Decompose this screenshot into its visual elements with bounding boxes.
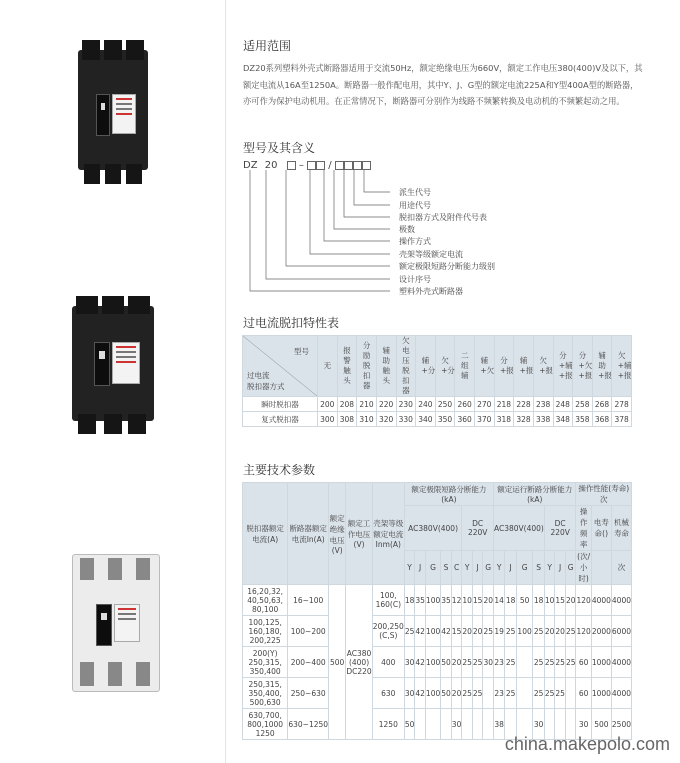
tech-val-cell: 50 — [404, 709, 415, 740]
model-label-4: 操作方式 — [399, 237, 431, 246]
tech-h-ins: 额定绝缘电压(V) — [329, 483, 346, 585]
trip-cell: 210 — [357, 397, 377, 412]
trip-header-9 — [494, 336, 514, 397]
trip-header-5 — [416, 336, 436, 397]
tech-h-frame: 断路器额定电流In(A) — [288, 483, 329, 585]
tech-val-cell: 18 — [404, 585, 415, 616]
tech-val-cell — [516, 647, 533, 678]
tech-val-cell: 42 — [415, 616, 426, 647]
tech-grade-2: G — [425, 551, 440, 585]
tech-mech-cell: 4000 — [611, 678, 631, 709]
tech-h-work: 额定工作电压(V) — [346, 483, 372, 585]
trip-header-text-13: 分+欠+报 — [578, 351, 593, 380]
tech-val-cell: 25 — [555, 678, 566, 709]
tech-freq-cell: 30 — [576, 709, 591, 740]
tech-mech-cell: 4000 — [611, 647, 631, 678]
trip-header-text-6: 欠+分 — [441, 356, 455, 375]
tech-grade-14: G — [565, 551, 576, 585]
tech-grade-9: J — [505, 551, 516, 585]
model-label-7: 设计序号 — [399, 275, 431, 284]
tech-mech-cell: 2500 — [611, 709, 631, 740]
tech-val-cell: 25 — [565, 647, 576, 678]
trip-row — [243, 397, 632, 412]
trip-header-2 — [357, 336, 377, 397]
model-num: 20 — [264, 160, 278, 171]
tech-h-limit: 额定极限短路分断能力(kA) — [404, 483, 493, 506]
tech-val-cell: 100 — [516, 616, 533, 647]
tech-val-cell: 50 — [516, 585, 533, 616]
trip-cell: 348 — [553, 412, 573, 427]
model-label-2: 脱扣器方式及附件代号表 — [399, 213, 487, 222]
tech-perf-sub-2: 次 — [611, 551, 631, 585]
tech-val-cell: 42 — [415, 678, 426, 709]
trip-cell: 268 — [592, 397, 612, 412]
tech-val-cell: 100 — [425, 616, 440, 647]
model-leader-lines — [240, 170, 400, 300]
tech-val-cell: 25 — [505, 616, 516, 647]
trip-cell: 318 — [494, 412, 514, 427]
tech-perf-sub-0: (次/小时) — [577, 552, 591, 583]
trip-cell: 228 — [514, 397, 534, 412]
tech-grade-7: G — [483, 551, 494, 585]
tech-val-cell: 50 — [441, 647, 452, 678]
model-label-8: 塑料外壳式断路器 — [399, 287, 463, 296]
tech-val-cell: 25 — [505, 678, 516, 709]
trip-header-10 — [514, 336, 534, 397]
tech-mech-cell: 4000 — [611, 585, 631, 616]
tech-val-cell: 38 — [493, 709, 504, 740]
trip-header-8 — [475, 336, 495, 397]
tech-freq-cell: 120 — [576, 616, 591, 647]
tech-val-cell: 25 — [472, 678, 483, 709]
trip-row-name: 复式脱扣器 — [243, 412, 318, 427]
tech-val-cell: 20 — [472, 616, 483, 647]
tech-trip-cell: 200(Y) 250,315, 350,400 — [243, 647, 288, 678]
tech-freq-cell: 120 — [576, 585, 591, 616]
watermark: china.makepolo.com — [504, 734, 670, 754]
tech-shell-cell: 1250 — [372, 709, 404, 740]
tech-grade-12: Y — [544, 551, 555, 585]
model-label-5: 壳架等级额定电流 — [399, 250, 463, 259]
trip-cell: 308 — [337, 412, 357, 427]
tech-h-freq: 操作频率 — [576, 506, 591, 551]
trip-header-13 — [573, 336, 593, 397]
breaker-photo-2 — [66, 296, 160, 436]
tech-val-cell: 23 — [493, 647, 504, 678]
tech-elec-cell: 2000 — [591, 616, 611, 647]
model-code: DZ 20 – / — [243, 160, 371, 171]
model-label-0: 派生代号 — [399, 188, 431, 197]
tech-val-cell: 18 — [533, 585, 544, 616]
tech-val-cell: 25 — [555, 647, 566, 678]
tech-trip-cell: 630,700, 800,1000 1250 — [243, 709, 288, 740]
trip-cell: 300 — [318, 412, 338, 427]
tech-row — [243, 585, 632, 616]
tech-val-cell: 30 — [404, 647, 415, 678]
trip-row — [243, 412, 632, 427]
tech-trip-cell: 100,125, 160,180, 200,225 — [243, 616, 288, 647]
tech-freq-cell: 60 — [576, 647, 591, 678]
trip-header-15 — [612, 336, 632, 397]
tech-frame-cell: 16~100 — [288, 585, 329, 616]
tech-work-value-cell: AC380 (400) DC220 — [346, 585, 372, 740]
tech-row — [243, 647, 632, 678]
breaker-photo-3 — [68, 548, 162, 696]
scope-paragraph: DZ20系列塑料外壳式断路器适用于交流50Hz，额定绝缘电压为660V，额定工作电压380(400)V及以下，其额定电流从16A至1250A。断路器一般作配电用，其中Y、J、G型的额定电流225A和Y型400A型的断路器，亦可作为保护电动机用。在正常情况下，断路器可分别作为线路不频繁转换及电动机的不频繁起动之用。 — [243, 63, 643, 106]
trip-cell: 340 — [416, 412, 436, 427]
tech-val-cell: 10 — [544, 585, 555, 616]
tech-val-cell: 14 — [493, 585, 504, 616]
trip-header-text-12: 分+辅+报 — [558, 351, 573, 380]
trip-cell: 240 — [416, 397, 436, 412]
trip-corner-bottom: 过电流 脱扣器方式 — [247, 371, 285, 391]
tech-shell-cell: 200,250 (C,S) — [372, 616, 404, 647]
tech-h-perf: 操作性能(寿命)次 — [576, 483, 632, 506]
trip-cell: 250 — [435, 397, 455, 412]
trip-header-text-8: 辅+欠 — [480, 356, 495, 375]
tech-val-cell: 50 — [441, 678, 452, 709]
tech-grade-5: Y — [462, 551, 473, 585]
trip-header-text-14: 辅助+报 — [598, 351, 612, 380]
tech-table — [242, 482, 632, 740]
trip-cell: 358 — [573, 412, 593, 427]
trip-header-text-11: 欠+报 — [539, 356, 553, 375]
tech-val-cell: 35 — [441, 585, 452, 616]
tech-frame-cell: 200~400 — [288, 647, 329, 678]
trip-header-text-3: 辅助触头 — [382, 346, 390, 385]
tech-val-cell — [415, 709, 426, 740]
tech-grade-13: J — [555, 551, 566, 585]
tech-val-cell — [565, 678, 576, 709]
trip-cell: 310 — [357, 412, 377, 427]
tech-val-cell: 30 — [451, 709, 462, 740]
trip-header-text-7: 二组辅 — [460, 351, 469, 380]
trip-cell: 248 — [553, 397, 573, 412]
tech-val-cell — [441, 709, 452, 740]
tech-val-cell: 25 — [533, 678, 544, 709]
tech-val-cell: 10 — [462, 585, 473, 616]
tech-frame-cell: 250~630 — [288, 678, 329, 709]
tech-val-cell — [425, 709, 440, 740]
trip-cell: 270 — [475, 397, 495, 412]
tech-val-cell: 100 — [425, 585, 440, 616]
tech-val-cell: 20 — [555, 616, 566, 647]
trip-header-text-1: 报警触头 — [343, 346, 351, 385]
breaker-photo-1 — [72, 36, 154, 186]
tech-val-cell: 23 — [493, 678, 504, 709]
tech-h-run: 额定运行断路分断能力(kA) — [493, 483, 576, 506]
trip-header-11 — [533, 336, 553, 397]
tech-elec-cell: 4000 — [591, 585, 611, 616]
tech-val-cell: 20 — [565, 585, 576, 616]
tech-perf-sub-1 — [591, 551, 611, 585]
tech-val-cell — [483, 678, 494, 709]
trip-header-14 — [592, 336, 612, 397]
trip-header-text-9: 分+报 — [499, 356, 514, 375]
tech-val-cell: 15 — [472, 585, 483, 616]
trip-cell: 230 — [396, 397, 416, 412]
tech-val-cell: 20 — [483, 585, 494, 616]
tech-val-cell: 25 — [404, 616, 415, 647]
trip-cell: 360 — [455, 412, 475, 427]
tech-val-cell: 25 — [533, 647, 544, 678]
tech-val-cell: 25 — [505, 647, 516, 678]
trip-cell: 218 — [494, 397, 514, 412]
trip-header-text-0: 无 — [323, 361, 332, 370]
trip-cell: 220 — [376, 397, 396, 412]
tech-val-cell: 20 — [544, 616, 555, 647]
tech-shell-cell: 400 — [372, 647, 404, 678]
model-label-1: 用途代号 — [399, 201, 431, 210]
tech-mech-cell: 6000 — [611, 616, 631, 647]
tech-val-cell: 12 — [451, 585, 462, 616]
tech-h-trip: 脱扣器额定电流(A) — [243, 483, 288, 585]
trip-cell: 258 — [573, 397, 593, 412]
tech-grade-0: Y — [404, 551, 415, 585]
tech-val-cell: 100 — [425, 647, 440, 678]
tech-row — [243, 678, 632, 709]
trip-cell: 350 — [435, 412, 455, 427]
tech-val-cell: 30 — [533, 709, 544, 740]
tech-ins-value-cell: 500 — [329, 585, 346, 740]
tech-val-cell — [472, 709, 483, 740]
trip-header-0 — [318, 336, 338, 397]
tech-h-dc2: DC 220V — [544, 506, 576, 551]
trip-cell: 238 — [533, 397, 553, 412]
tech-h-elec: 电寿命() — [591, 506, 611, 551]
tech-grade-10: G — [516, 551, 533, 585]
tech-val-cell: 35 — [415, 585, 426, 616]
tech-h-mech: 机械寿命 — [611, 506, 631, 551]
trip-cell: 330 — [396, 412, 416, 427]
tech-h-ac2: AC380V(400) — [493, 506, 544, 551]
tech-val-cell: 25 — [544, 647, 555, 678]
trip-header-text-4: 欠电压脱扣器 — [402, 336, 410, 395]
tech-elec-cell: 1000 — [591, 647, 611, 678]
tech-val-cell: 18 — [505, 585, 516, 616]
tech-val-cell: 25 — [533, 616, 544, 647]
trip-header-text-10: 辅+报 — [519, 356, 534, 375]
trip-cell: 368 — [592, 412, 612, 427]
trip-cell: 208 — [337, 397, 357, 412]
trip-corner-cell — [243, 336, 318, 397]
trip-corner-top: 型号 — [294, 347, 309, 356]
tech-shell-cell: 630 — [372, 678, 404, 709]
tech-val-cell: 20 — [462, 616, 473, 647]
trip-cell: 370 — [475, 412, 495, 427]
trip-table — [242, 335, 632, 427]
trip-header-4 — [396, 336, 416, 397]
trip-cell: 260 — [455, 397, 475, 412]
tech-val-cell: 15 — [555, 585, 566, 616]
tech-val-cell: 42 — [415, 647, 426, 678]
trip-header-1 — [337, 336, 357, 397]
tech-trip-cell: 16,20,32, 40,50,63, 80,100 — [243, 585, 288, 616]
tech-row — [243, 616, 632, 647]
tech-h-shell: 壳架等级额定电流Inm(A) — [372, 483, 404, 585]
tech-val-cell: 30 — [483, 647, 494, 678]
trip-header-6 — [435, 336, 455, 397]
tech-val-cell: 30 — [404, 678, 415, 709]
tech-val-cell: 25 — [472, 647, 483, 678]
tech-grade-6: J — [472, 551, 483, 585]
trip-title: 过电流脱扣特性表 — [243, 316, 340, 330]
tech-grade-1: J — [415, 551, 426, 585]
tech-val-cell — [516, 678, 533, 709]
tech-h-dc: DC 220V — [462, 506, 494, 551]
tech-val-cell: 19 — [493, 616, 504, 647]
tech-grade-11: S — [533, 551, 544, 585]
tech-freq-cell: 60 — [576, 678, 591, 709]
tech-elec-cell: 500 — [591, 709, 611, 740]
trip-header-7 — [455, 336, 475, 397]
trip-cell: 320 — [376, 412, 396, 427]
tech-frame-cell: 100~200 — [288, 616, 329, 647]
trip-cell: 200 — [318, 397, 338, 412]
tech-val-cell: 25 — [462, 647, 473, 678]
tech-val-cell: 25 — [462, 678, 473, 709]
tech-grade-3: S — [441, 551, 452, 585]
trip-header-text-5: 辅+分 — [421, 356, 436, 375]
tech-frame-cell: 630~1250 — [288, 709, 329, 740]
scope-title: 适用范围 — [243, 39, 292, 53]
tech-h-ac: AC380V(400) — [404, 506, 462, 551]
tech-val-cell: 15 — [451, 616, 462, 647]
trip-cell: 328 — [514, 412, 534, 427]
tech-val-cell: 20 — [451, 678, 462, 709]
trip-header-12 — [553, 336, 573, 397]
trip-cell: 378 — [612, 412, 632, 427]
trip-header-3 — [376, 336, 396, 397]
tech-grade-4: C — [451, 551, 462, 585]
tech-val-cell: 25 — [544, 678, 555, 709]
tech-trip-cell: 250,315, 350,400, 500,630 — [243, 678, 288, 709]
tech-grade-8: Y — [493, 551, 504, 585]
tech-val-cell: 42 — [441, 616, 452, 647]
trip-header-text-2: 分励脱扣器 — [362, 341, 371, 390]
tech-val-cell: 25 — [483, 616, 494, 647]
tech-val-cell: 20 — [451, 647, 462, 678]
tech-val-cell: 25 — [565, 616, 576, 647]
column-divider — [225, 0, 226, 763]
tech-val-cell — [483, 709, 494, 740]
tech-title: 主要技术参数 — [243, 463, 316, 477]
tech-elec-cell: 1000 — [591, 678, 611, 709]
trip-header-text-15: 欠+辅+报 — [617, 351, 632, 380]
model-title: 型号及其含义 — [243, 141, 316, 155]
trip-cell: 278 — [612, 397, 632, 412]
trip-cell: 338 — [533, 412, 553, 427]
trip-row-name: 瞬时脱扣器 — [243, 397, 318, 412]
model-prefix: DZ — [243, 160, 258, 171]
model-label-3: 极数 — [399, 225, 415, 234]
tech-val-cell: 100 — [425, 678, 440, 709]
tech-val-cell — [462, 709, 473, 740]
model-label-6: 额定极限短路分断能力级别 — [399, 262, 495, 271]
tech-shell-cell: 100, 160(C) — [372, 585, 404, 616]
